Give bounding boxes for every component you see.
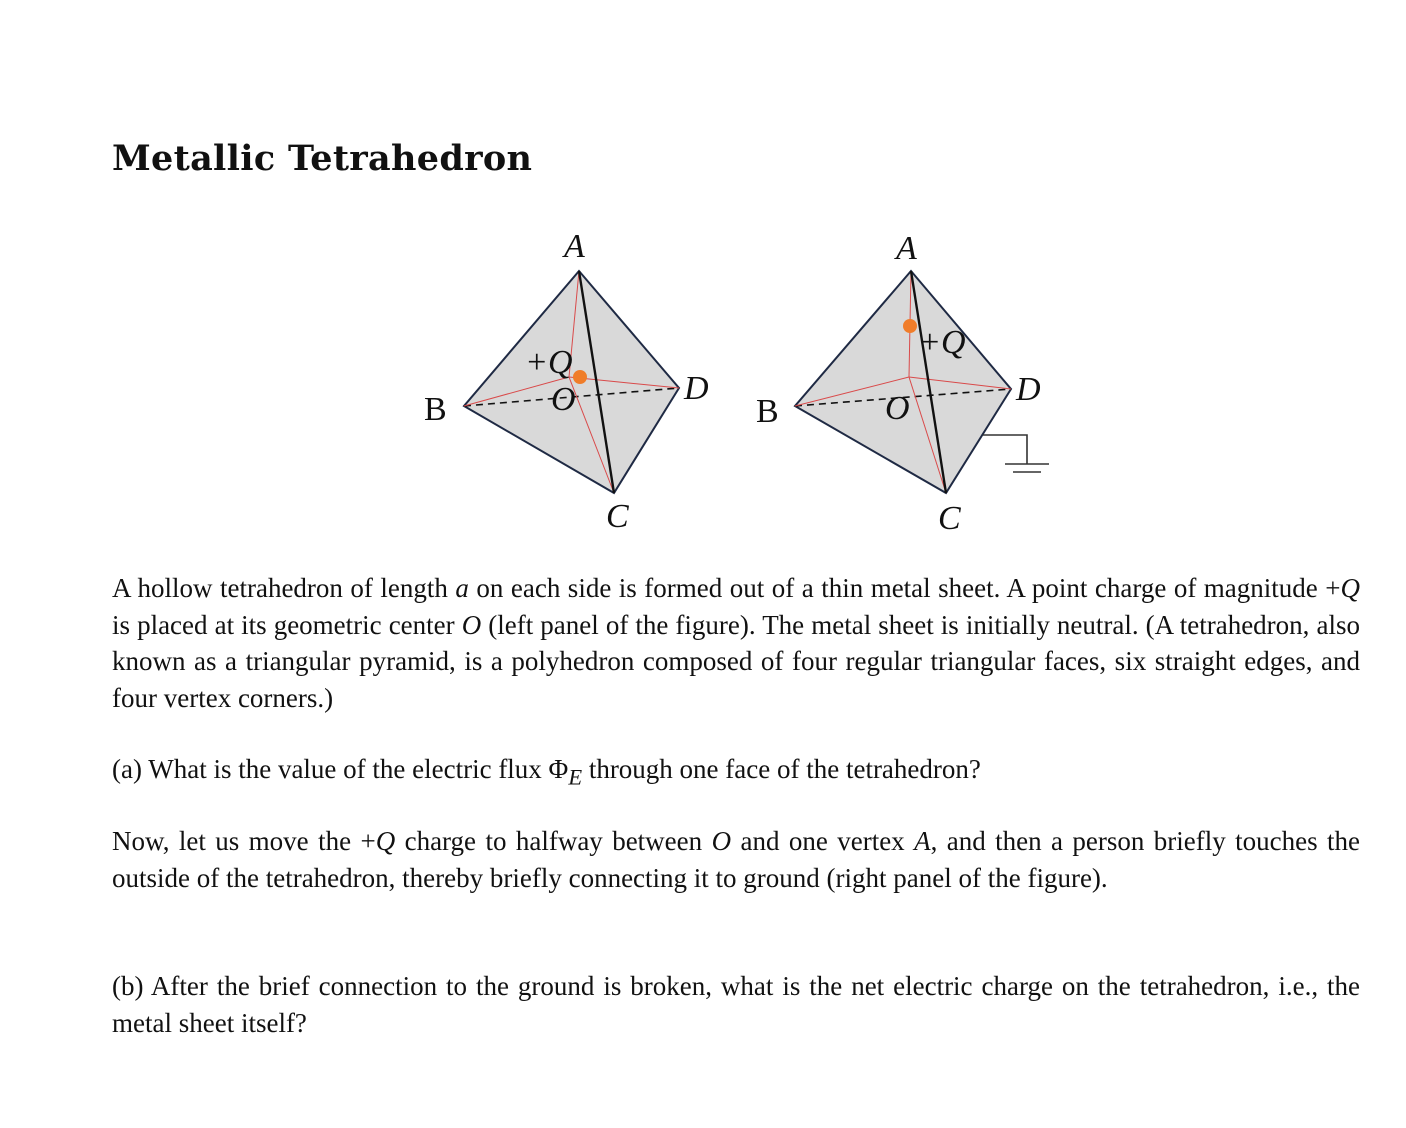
right-label-C: C: [938, 500, 961, 537]
left-label-O: O: [551, 381, 576, 418]
right-label-A: A: [896, 230, 917, 267]
left-label-D: D: [684, 370, 709, 407]
question-b: (b) After the brief connection to the ground is broken, what is the net electric charge on the tetrahedron, i.e., the metal sheet itself?: [112, 971, 1360, 1038]
left-label-charge: +Q: [525, 344, 573, 381]
right-charge-dot: [903, 319, 917, 333]
left-label-C: C: [606, 498, 629, 535]
tetrahedron-figure: [0, 0, 1406, 560]
right-tetra-face: [795, 271, 1011, 493]
ground-scenario-paragraph: Now, let us move the +Q charge to halfway between O and one vertex A, and then a person briefly touches the outside of the tetrahedron, thereby briefly connecting it to ground (right panel of the figure).: [112, 826, 1361, 893]
right-label-D: D: [1016, 371, 1041, 408]
question-a: (a) What is the value of the electric flux $\Phi_E$ through one face of the tetrahedron?: [112, 754, 981, 790]
problem-intro-paragraph: A hollow tetrahedron of length a on each side is formed out of a thin metal sheet. A point charge of magnitude +Q is placed at its geometric center O (left panel of the figure). The metal sheet is initially neutral. (A tetrahedron, also known as a triangular pyramid, is a polyhedron composed of four regular triangular faces, six straight edges, and four vertex corners.): [112, 573, 1360, 713]
right-label-B: B: [756, 393, 779, 430]
page-title: Metallic Tetrahedron: [112, 138, 533, 179]
left-label-A: A: [564, 228, 585, 265]
right-tetrahedron: [756, 230, 1049, 537]
left-label-B: B: [424, 391, 447, 428]
right-label-O: O: [885, 390, 910, 427]
right-label-charge: +Q: [918, 324, 966, 361]
left-tetrahedron: [424, 228, 709, 535]
ground-wire: [983, 435, 1027, 464]
